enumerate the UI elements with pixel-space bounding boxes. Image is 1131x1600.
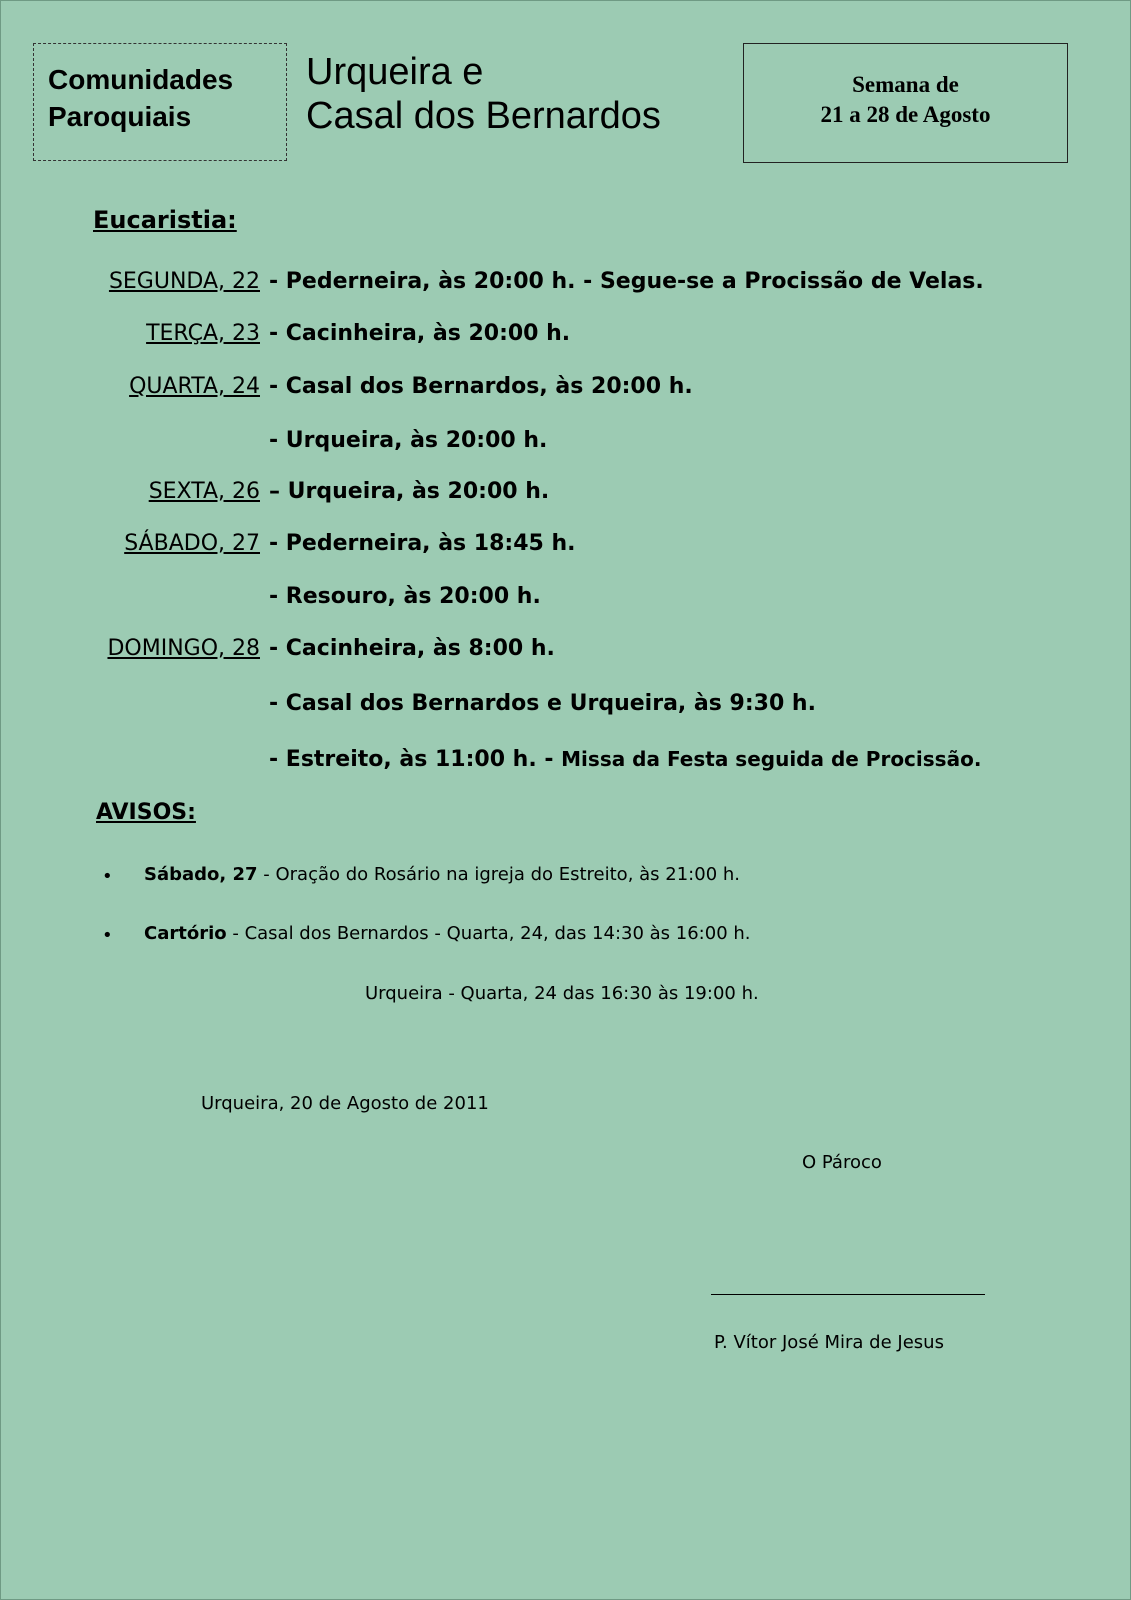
schedule-entry [269,265,984,299]
page-title [306,50,661,138]
title-line-1: Urqueira e [306,51,484,93]
schedule-entry [269,424,547,458]
org-box [33,43,287,161]
aviso-item [144,864,740,885]
entry-text: - Cacinheira, às 8:00 h. [269,636,555,661]
place-date: Urqueira, 20 de Agosto de 2011 [201,1093,489,1114]
eucaristia-heading: Eucaristia: [93,206,237,234]
schedule-day: TERÇA, 23 [146,321,260,346]
schedule-entry [269,687,816,721]
org-line-1: Comunidades [48,64,234,95]
org-line-2: Paroquiais [48,101,192,132]
schedule-entry [269,317,570,351]
aviso-label: Cartório [144,923,227,944]
title-line-2: Casal dos Bernardos [306,95,661,137]
week-line-2: 21 a 28 de Agosto [820,102,991,127]
entry-text: - Estreito, às 11:00 h. - [269,747,562,772]
schedule-day: SEXTA, 26 [148,479,260,504]
aviso-label: Sábado, 27 [144,864,258,885]
aviso-item [144,923,751,944]
signatory-name: P. Vítor José Mira de Jesus [714,1332,944,1353]
entry-text: - Pederneira, às 20:00 h. - Segue-se a Procissão de Velas. [269,269,984,294]
aviso-continuation: Urqueira - Quarta, 24 das 16:30 às 19:00 h. [365,983,759,1004]
entry-text: - Casal dos Bernardos, às 20:00 h. [269,374,693,399]
entry-text: - Urqueira, às 20:00 h. [269,428,548,453]
entry-text: – Urqueira, às 20:00 h. [269,479,550,504]
entry-extra: Missa da Festa seguida de Procissão. [561,747,982,771]
schedule-entry [269,370,693,404]
schedule-entry [269,580,541,614]
schedule-entry [269,527,576,561]
entry-text: - Resouro, às 20:00 h. [269,584,541,609]
signatory-role: O Pároco [802,1152,882,1173]
bullet-icon: • [102,866,113,887]
schedule-day: DOMINGO, 28 [107,636,260,661]
schedule-entry [269,475,549,509]
entry-text: - Cacinheira, às 20:00 h. [269,321,571,346]
entry-text: - Casal dos Bernardos e Urqueira, às 9:30 h. [269,691,816,716]
week-line-1: Semana de [852,72,959,97]
aviso-text: - Casal dos Bernardos - Quarta, 24, das 14:30 às 16:00 h. [226,923,751,944]
entry-text: - Pederneira, às 18:45 h. [269,531,576,556]
aviso-text: - Oração do Rosário na igreja do Estreito, às 21:00 h. [257,864,740,885]
schedule-entry [269,742,981,777]
bullet-icon: • [102,925,113,946]
schedule-day: SEGUNDA, 22 [108,269,260,294]
schedule-day: QUARTA, 24 [129,374,260,399]
avisos-heading: AVISOS: [96,800,196,825]
schedule-day: SÁBADO, 27 [124,531,260,556]
week-box [743,43,1068,163]
schedule-entry [269,632,555,666]
signature-line [711,1294,985,1295]
